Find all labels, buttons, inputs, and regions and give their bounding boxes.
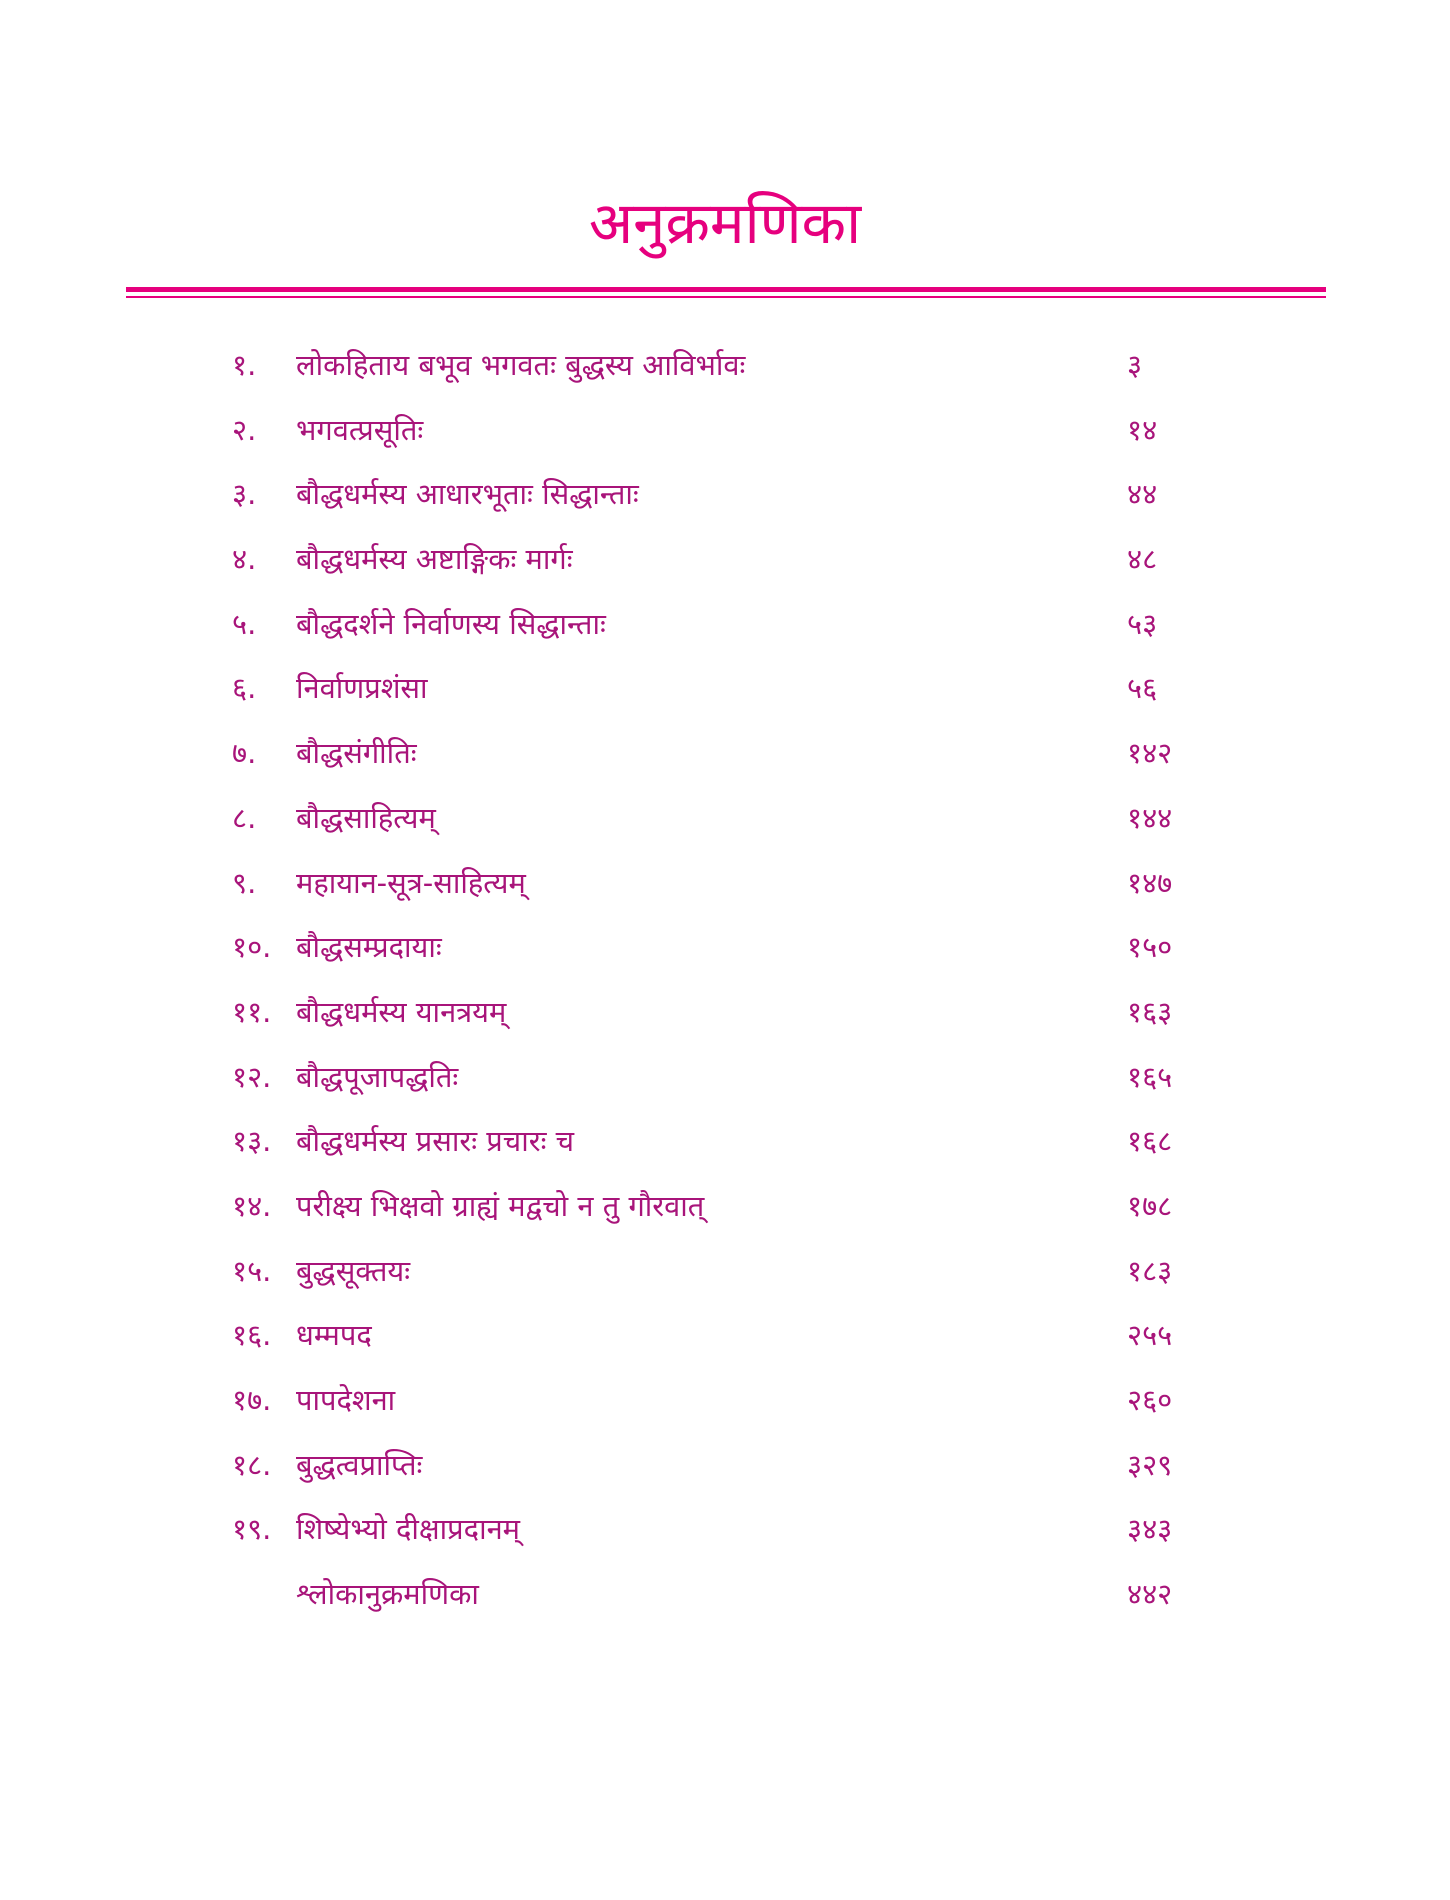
toc-entry-page: ३ [1127,348,1143,382]
toc-entry-page: ४४२ [1127,1577,1173,1612]
toc-entry-number: ९. [232,865,257,900]
toc-entry-number: १. [232,348,257,382]
toc-entry-page: १६५ [1127,1059,1173,1094]
toc-entry-title: बौद्धधर्मस्य प्रसारः प्रचारः च [296,1124,575,1159]
toc-entry-number: १७. [232,1383,272,1417]
toc-entry-19[interactable] [0,1504,1450,1569]
toc-entry-title: श्लोकानुक्रमणिका [296,1577,479,1612]
toc-entry-title: लोकहिताय बभूव भगवतः बुद्धस्य आविर्भावः [296,348,746,382]
toc-entry-number: २. [232,412,257,447]
toc-entry-6[interactable] [0,663,1450,728]
toc-entry-15[interactable] [0,1246,1450,1311]
toc-entry-page: ३४३ [1127,1512,1173,1547]
toc-entry-title: परीक्ष्य भिक्षवो ग्राह्यं मद्वचो न तु गौरवात् [296,1188,705,1223]
toc-entry-title: पापदेशना [296,1383,396,1417]
toc-entry-page: १६८ [1127,1124,1173,1159]
toc-entry-number: ३. [232,477,257,512]
toc-entry-verse-index[interactable] [0,1569,1450,1634]
toc-entry-page: २५५ [1127,1318,1173,1353]
toc-entry-number: १६. [232,1318,272,1353]
toc-entry-title: बौद्धसम्प्रदायाः [296,930,442,965]
toc-entry-title: बौद्धपूजापद्धतिः [296,1059,459,1094]
toc-entry-number: ६. [232,671,257,706]
toc-entry-title: बौद्धधर्मस्य आधारभूताः सिद्धान्ताः [296,477,639,512]
toc-entry-number: १४. [232,1188,272,1223]
toc-entry-page: ५६ [1127,671,1158,706]
toc-entry-title: महायान-सूत्र-साहित्यम् [296,865,526,900]
toc-entry-page: ४४ [1127,477,1158,512]
toc-entry-title: भगवत्प्रसूतिः [296,412,424,447]
table-of-contents [0,340,1450,1634]
toc-entry-number: १३. [232,1124,272,1159]
title-rule-thin [126,296,1326,298]
toc-entry-number: ७. [232,736,257,771]
toc-entry-page: १५० [1127,930,1173,965]
toc-entry-number: ११. [232,994,272,1029]
toc-entry-number: १०. [232,930,272,965]
toc-entry-9[interactable] [0,858,1450,923]
toc-entry-number: ५. [232,606,257,641]
toc-entry-page: १८३ [1127,1253,1173,1288]
toc-entry-12[interactable] [0,1052,1450,1117]
toc-entry-page: १७८ [1127,1188,1173,1223]
toc-entry-number: ८. [232,800,257,835]
toc-entry-7[interactable] [0,728,1450,793]
toc-entry-number: १२. [232,1059,272,1094]
toc-entry-4[interactable] [0,534,1450,599]
toc-entry-page: ४८ [1127,542,1158,577]
toc-entry-1[interactable] [0,340,1450,405]
toc-entry-title: धम्मपद [296,1318,372,1353]
toc-entry-title: बुद्धत्वप्राप्तिः [296,1447,423,1482]
toc-entry-number: १५. [232,1253,272,1288]
toc-entry-title: निर्वाणप्रशंसा [296,671,428,706]
toc-entry-10[interactable] [0,922,1450,987]
toc-entry-page: १४ [1127,412,1158,447]
toc-entry-page: १४२ [1127,736,1173,771]
title-rule-thick [126,287,1326,292]
toc-entry-3[interactable] [0,469,1450,534]
toc-entry-page: ५३ [1127,606,1158,641]
toc-entry-title: बौद्धदर्शने निर्वाणस्य सिद्धान्ताः [296,606,606,641]
toc-entry-title: शिष्येभ्यो दीक्षाप्रदानम् [296,1512,521,1547]
toc-entry-14[interactable] [0,1181,1450,1246]
toc-entry-page: १४४ [1127,800,1173,835]
toc-entry-title: बौद्धसाहित्यम् [296,800,436,835]
toc-entry-18[interactable] [0,1440,1450,1505]
toc-entry-title: बौद्धधर्मस्य अष्टाङ्गिकः मार्गः [296,542,573,577]
toc-entry-number: १९. [232,1512,272,1547]
page-title: अनुक्रमणिका [588,189,862,257]
toc-entry-13[interactable] [0,1116,1450,1181]
toc-entry-17[interactable] [0,1375,1450,1440]
toc-entry-11[interactable] [0,987,1450,1052]
toc-entry-16[interactable] [0,1310,1450,1375]
toc-entry-5[interactable] [0,599,1450,664]
toc-entry-page: १६३ [1127,994,1173,1029]
toc-entry-number: ४. [232,542,257,577]
toc-entry-number: १८. [232,1447,272,1482]
toc-entry-title: बुद्धसूक्तयः [296,1253,411,1288]
toc-entry-page: २६० [1127,1383,1173,1417]
toc-entry-page: ३२९ [1127,1447,1173,1482]
toc-entry-title: बौद्धसंगीतिः [296,736,417,771]
toc-entry-2[interactable] [0,405,1450,470]
toc-entry-title: बौद्धधर्मस्य यानत्रयम् [296,994,507,1029]
toc-entry-8[interactable] [0,793,1450,858]
toc-entry-page: १४७ [1127,865,1173,900]
